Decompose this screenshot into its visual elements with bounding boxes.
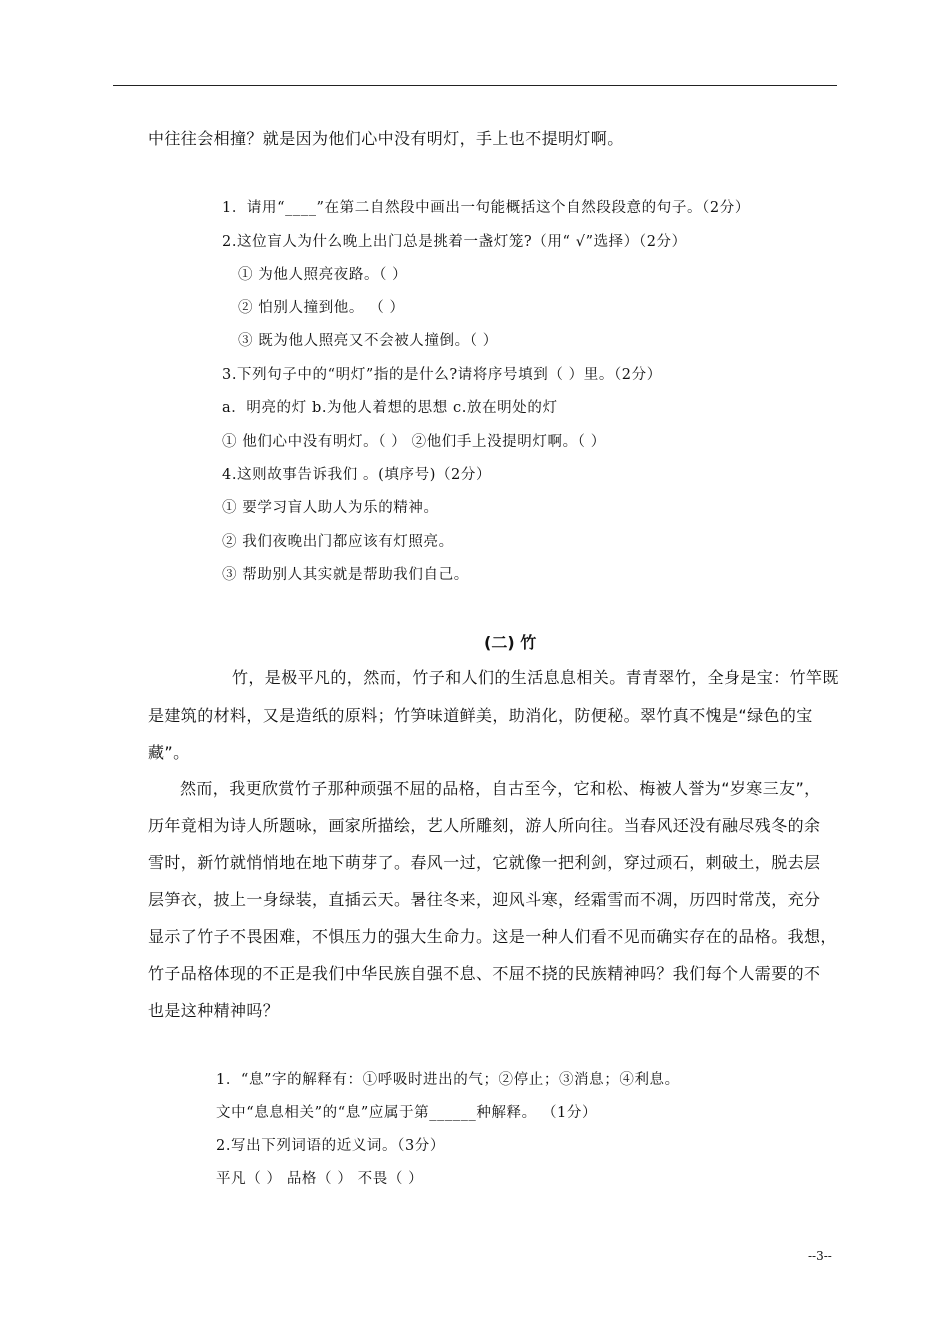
question-3: 3.下列句子中的“明灯”指的是什么?请将序号填到（ ）里。（2分） bbox=[222, 367, 662, 383]
passage-line: 竹，是极平凡的，然而，竹子和人们的生活息息相关。青青翠竹，全身是宝：竹竿既 bbox=[232, 668, 839, 687]
question-2: 2.写出下列词语的近义词。（3分） bbox=[216, 1138, 446, 1154]
question-4-option-3: ③ 帮助别人其实就是帮助我们自己。 bbox=[222, 567, 469, 583]
question-2-option-1: ① 为他人照亮夜路。（ ） bbox=[238, 267, 408, 283]
passage-line: 显示了竹子不畏困难，不惧压力的强大生命力。这是一种人们看不见而确实存在的品格。我想， bbox=[148, 927, 837, 946]
question-4-option-1: ① 要学习盲人助人为乐的精神。 bbox=[222, 500, 439, 516]
question-2: 2.这位盲人为什么晚上出门总是挑着一盏灯笼?（用“ √”选择）（2分） bbox=[222, 234, 687, 250]
passage-line: 雪时，新竹就悄悄地在地下萌芽了。春风一过，它就像一把利剑，穿过顽石，刺破土，脱去层 bbox=[148, 853, 821, 872]
passage-line: 然而，我更欣赏竹子那种顽强不屈的品格，自古至今，它和松、梅被人誉为“岁寒三友”， bbox=[180, 779, 821, 798]
question-4-option-2: ② 我们夜晚出门都应该有灯照亮。 bbox=[222, 534, 454, 550]
continuation-line: 中往往会相撞？就是因为他们心中没有明灯，手上也不提明灯啊。 bbox=[148, 129, 624, 148]
question-1-sub: 文中“息息相关”的“息”应属于第______种解释。 （1分） bbox=[216, 1105, 598, 1121]
passage-line: 也是这种精神吗？ bbox=[148, 1001, 280, 1020]
passage-line: 藏”。 bbox=[148, 743, 190, 762]
question-3-sentences: ① 他们心中没有明灯。（ ） ②他们手上没提明灯啊。（ ） bbox=[222, 434, 606, 450]
passage-line: 历年竟相为诗人所题咏，画家所描绘，艺人所雕刻，游人所向往。当春风还没有融尽残冬的余 bbox=[148, 816, 821, 835]
page-number: --3-- bbox=[808, 1249, 832, 1263]
passage-line: 是建筑的材料，又是造纸的原料；竹笋味道鲜美，助消化，防便秘。翠竹真不愧是“绿色的宝 bbox=[148, 706, 813, 725]
header-rule bbox=[113, 85, 837, 86]
question-3-choices: a．明亮的灯 b.为他人着想的思想 c.放在明处的灯 bbox=[222, 400, 558, 416]
question-4: 4.这则故事告诉我们 。(填序号)（2分） bbox=[222, 467, 492, 483]
question-2-option-3: ③ 既为他人照亮又不会被人撞倒。（ ） bbox=[238, 333, 498, 349]
question-2-words: 平凡（ ） 品格（ ） 不畏（ ） bbox=[216, 1171, 424, 1187]
section-title: (二) 竹 bbox=[484, 633, 537, 652]
passage-line: 层笋衣，披上一身绿装，直插云天。暑往冬来，迎风斗寒，经霜雪而不凋，历四时常茂，充分 bbox=[148, 890, 821, 909]
passage-line: 竹子品格体现的不正是我们中华民族自强不息、不屈不挠的民族精神吗？我们每个人需要的不 bbox=[148, 964, 821, 983]
question-2-option-2: ② 怕别人撞到他。 （ ） bbox=[238, 300, 405, 316]
question-1: 1．“息”字的解释有：①呼吸时进出的气；②停止；③消息；④利息。 bbox=[216, 1072, 680, 1088]
question-1: 1．请用“____”在第二自然段中画出一句能概括这个自然段段意的句子。（2分） bbox=[222, 200, 750, 216]
